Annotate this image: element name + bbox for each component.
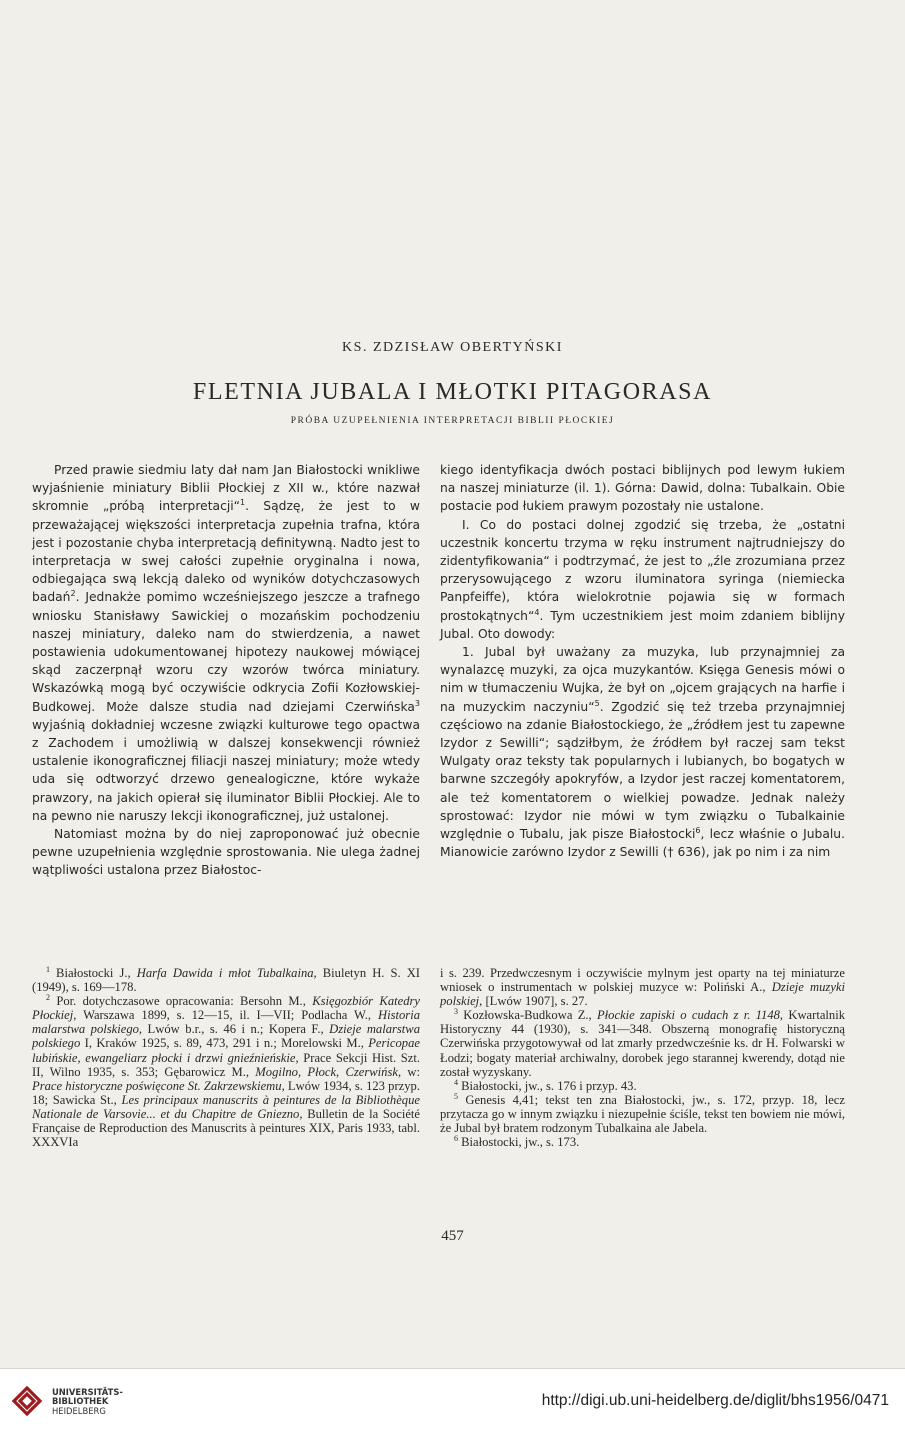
- body-column-right: [440, 461, 845, 861]
- page-number: 457: [441, 1228, 464, 1244]
- article-title: FLETNIA JUBALA I MŁOTKI PITAGORASA: [192, 379, 713, 405]
- footnote-4: $^4$ Białostocki, jw., s. 176 i przyp. 43.: [454, 1077, 637, 1093]
- library-name[interactable]: UNIVERSITÄTS- BIBLIOTHEK HEIDELBERG: [52, 1387, 123, 1416]
- library-logo-icon[interactable]: [10, 1379, 44, 1423]
- body-paragraph: kiego identyfikacja dwóch postaci biblijnych pod lewym łukiem na naszej miniaturze (il. 1). Górna: Dawid, dolna: Tubalkain. Obie postacie pod łukiem prawym pozostały nie ustalone.: [440, 463, 845, 514]
- footnote-ref[interactable]: 4: [534, 607, 540, 617]
- footnote-6: $^6$ Białostocki, jw., s. 173.: [454, 1133, 580, 1150]
- article-subtitle: PRÓBA UZUPEŁNIENIA INTERPRETACJI BIBLII PŁOCKIEJ: [290, 416, 615, 426]
- footnotes-left: [32, 966, 420, 1149]
- footnote-ref[interactable]: 3: [414, 698, 420, 708]
- footnote-ref[interactable]: 1: [240, 498, 246, 508]
- viewer-footer: [0, 1368, 905, 1437]
- footnote-ref[interactable]: 5: [594, 698, 600, 708]
- article-author: KS. ZDZISŁAW OBERTYŃSKI: [342, 340, 563, 355]
- footnote-2-continued: i s. 239. Przedwczesnym i oczywiście mylnym jest oparty na tej miniaturze wniosek o instrumentach w polskiej muzyce w: Poliński A., Dzieje muzyki polskiej, [Lwów 1907], s. 27.: [440, 966, 845, 1009]
- body-paragraph: Natomiast można by do niej zaproponować już obecnie pewne uzupełnienia względnie sprostowania. Nie ulega żadnej wątpliwości ustalona przez Białostoc-: [32, 827, 420, 878]
- permalink-url[interactable]: http://digi.ub.uni-heidelberg.de/diglit/bhs1956/0471: [541, 1392, 889, 1409]
- footnote-1: $^1$ Białostocki J., Harfa Dawida i młot Tubalkaina, Biuletyn H. S. XI (1949), s. 169—178.: [32, 964, 420, 995]
- body-column-left: [32, 461, 420, 880]
- footnote-5: $^5$ Genesis 4,41; tekst ten zna Białostocki, jw., s. 172, przyp. 18, lecz przytacza go w innym związku i niezupełnie ściśle, tekst ten bowiem nie mówi, że Jubal był bratem rodzonym Tubalkaina ale Jabela.: [440, 1091, 845, 1136]
- footnote-3: $^3$ Kozłowska-Budkowa Z., Płockie zapiski o cudach z r. 1148, Kwartalnik Historyczny 44 (1930), s. 341—348. Obszerną monografię historyczną Czerwińska przygotowywał od lat zmarły przedwcześnie ks. dr H. Folwarski w Łodzi; bogaty materiał archiwalny, dorobek jego starannej kwerendy, dotąd nie został wyzyskany.: [440, 1007, 846, 1079]
- footnotes-right: [440, 966, 845, 1149]
- footnote-2: $^2$ Por. dotychczasowe opracowania: Bersohn M., Księgozbiór Katedry Płockiej, Warszawa 1899, s. 12—15, il. I—VII; Podlacha W., Historia malarstwa polskiego, Lwów b.r., s. 46 i n.; Kopera F., Dzieje malarstwa polskiego I, Kraków 1925, s. 89, 473, 291 i n.; Morelowski M., Pericopae lubińskie, ewangeliarz płocki i drzwi gnieźnieńskie, Prace Sekcji Hist. Szt. II, Wilno 1935, s. 353; Gębarowicz M., Mogilno, Płock, Czerwińsk, w: Prace historyczne poświęcone St. Zakrzewskiemu, Lwów 1934, s. 123 przyp. 18; Sawicka St., Les principaux manuscrits à peintures de la Bibliothèque Nationale de Varsovie... et du Chapitre de Gniezno, Bulletin de la Société Française de Reproduction des Manuscrits à peintures XIX, Paris 1933, tabl. XXXVIa: [32, 993, 420, 1150]
- body-paragraph: I. Co do postaci dolnej zgodzić się trzeba, że „ostatni uczestnik koncertu trzyma w ręku instrument najtrudniejszy do zidentyfikowania“ i podtrzymać, że jest to „źle zrozumiana przez przerysowującego z wzoru iluminatora syringa (niemiecka Panpfeiffe), która wielokrotnie pojawia się w formach prostokątnych“$^4$. Tym uczestnikiem jest moim zdaniem biblijny Jubal. Oto dowody:: [440, 517, 845, 641]
- footnote-ref[interactable]: 6: [695, 825, 701, 835]
- body-paragraph: 1. Jubal był uważany za muzyka, lub przynajmniej za wynalazcę muzyki, za ojca muzykantów. Księga Genesis mówi o nim w tłumaczeniu Wujka, że był on „ojcem grających na harfie i na muzyckim naczyniu“$^5$. Zgodzić się też trzeba przynajmniej częściowo na zdanie Białostockiego, że „źródłem jest tu zapewne Izydor z Sewilli“; sądziłbym, że źródłem był raczej sam tekst Wulgaty oraz teksty tak popularnych i lubianych, bo bogatych w barwne szczegóły apokryfów, a Izydor jest raczej komentatorem, ale też komentatorem o wielkiej powadze. Jednak należy sprostować: Izydor nie mówi w tym związku o Tubalkainie względnie o Tubalu, jak pisze Białostocki$^6$, lecz właśnie o Jubalu. Mianowicie zarówno Izydor z Sewilli († 636), jak po nim i za nim: [440, 645, 846, 860]
- body-paragraph: Przed prawie siedmiu laty dał nam Jan Białostocki wnikliwe wyjaśnienie miniatury Biblii Płockiej z XII w., które nazwał skromnie „próbą interpretacji“$^1$. Sądzę, że jest to w przeważającej większości interpretacja zupełnia trafna, która jest i pozostanie chyba interpretacją definitywną. Nadto jest to interpretacja w swej całości zupełnie oryginalna i nowa, odbiegająca swą lekcją daleko od wyników dotychczasowych badań$^2$. Jednakże pomimo wcześniejszego jeszcze a trafnego wniosku Stanisławy Sawickiej o mozańskim pochodzeniu naszej miniatury, daleko nam do stwierdzenia, a nawet postawienia udokumentowanej hipotezy naukowej mówiącej skąd zaczerpnął wzoru czy wzorów twórca miniatury. Wskazówką mogą być oczywiście odkrycia Zofii Kozłowskiej-Budkowej. Może dalsze studia nad dziejami Czerwińska$^3$ wyjaśnią dokładniej wczesne związki kulturowe tego opactwa z Zachodem i umożliwią w dalszej konsekwencji również ustalenie ikonograficznej filiacji naszej miniatury; może wtedy uda się odtworzyć drzewo genealogiczne, które wykaże prawzory, na jakich opierał się iluminator Biblii Płockiej. Ale to na pewno nie naruszy lekcji ikonograficznej, już ustalonej.: [32, 463, 420, 823]
- footnote-ref[interactable]: 2: [70, 589, 76, 599]
